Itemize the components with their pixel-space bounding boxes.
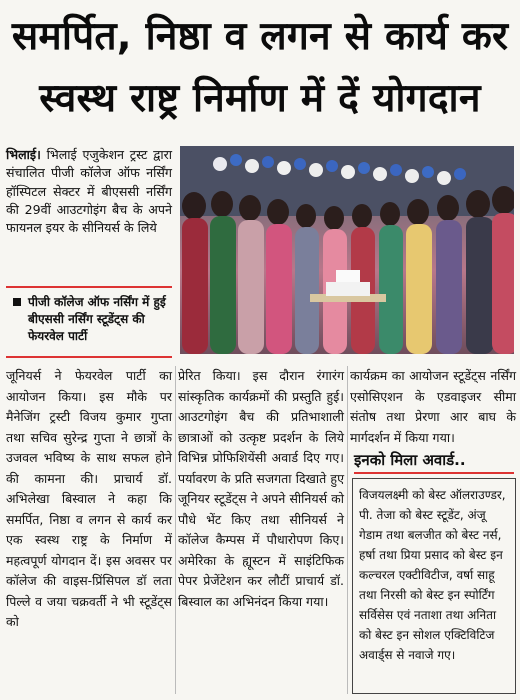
column-divider [175,366,176,694]
dateline: भिलाई। [6,147,41,162]
group-photo-illustration [180,146,514,354]
event-photo [180,146,514,354]
article-column-3: कार्यक्रम का आयोजन स्टूडेंट्स नर्सिंग एसोसिएशन के एडवाइजर सीमा संतोष तथा प्रेरणा आर बाघ के मार्गदर्शन में किया गया। [350,368,516,445]
intro-paragraph [6,146,172,280]
intro-text: भिलाई एजुकेशन ट्रस्ट द्वारा संचालित पीजी कॉलेज ऑफ नर्सिंग हॉस्पिटल सेक्टर में बीएससी नर्सिंग की 29वीं आउटगोइंग बैच के अपने फायनल इयर के सीनियर्स के लिये [6,147,172,236]
column-divider [347,366,348,694]
headline-line-2: स्वस्थ राष्ट्र निर्माण में दें योगदान [39,76,481,121]
article-column-2: प्रेरित किया। इस दौरान रंगारंग सांस्कृतिक कार्यक्रमों की प्रस्तुति हुई। आउटगोइंग बैच की प्रतिभाशाली छात्राओं को उत्कृष्ट प्रदर्शन के लिये विभिन्न प्रोफिशियेंसी अवार्ड दिए गए। पर्यावरण के प्रति सजगता दिखाते हुए जूनियर स्टूडेंट्स ने अपने सीनियर्स को पौधे भेंट किए तथा सीनियर्स ने कॉलेज कैम्पस में पौधारोपण किए। अमेरिका के ह्यूस्टन में साइंटिफिक पेपर प्रेजेंटेशन कर लौटीं प्राचार्य डॉ. बिस्वाल का अभिनंदन किया गया। [178,368,344,609]
awards-box [352,478,516,694]
subheadline: पीजी कॉलेज ऑफ नर्सिंग में हुई बीएससी नर्सिंग स्टूडेंट्स की फेयरवेल पार्टी [28,295,166,343]
square-bullet-icon [13,298,21,306]
awards-heading: इनको मिला अवार्ड.. [354,450,514,474]
awards-text: विजयलक्ष्मी को बेस्ट ऑलराउण्डर, पी. तेजा को बेस्ट स्टूडेंट, अंजू गेडाम तथा बलजीत को बेस्ट नर्स, हर्षा तथा प्रिया प्रसाद को बेस्ट इन कल्चरल एक्टीविटीज, वर्षा साहू तथा निरसी को बेस्ट इन स्पोर्टिंग सर्विसेस एवं नताशा तथा अनिता को बेस्ट इन सोशल एक्टिविटिज अवार्ड्स से नवाजे गए। [359,488,506,662]
article-column-1: जूनियर्स ने फेयरवेल पार्टी का आयोजन किया। इस मौके पर मैनेजिंग ट्रस्टी विजय कुमार गुप्ता तथा सचिव सुरेन्द्र गुप्ता ने छात्रों के उजवल भविष्य के साथ सफल होने की कामना की। प्राचार्य डॉ. अभिलेखा बिस्वाल ने कहा कि समर्पित, निष्ठा व लगन से कार्य कर एक स्वस्थ राष्ट्र के निर्माण में महत्वपूर्ण योगदान दें। इस अवसर पर कॉलेज की वाइस-प्रिंसिपल डॉ लता पिल्ले व जया चक्रवर्ती ने भी स्टूडेंट्स को [6,368,172,629]
subheadline-box [6,286,172,358]
headline-line-1: समर्पित, निष्ठा व लगन से कार्य कर [11,14,509,59]
